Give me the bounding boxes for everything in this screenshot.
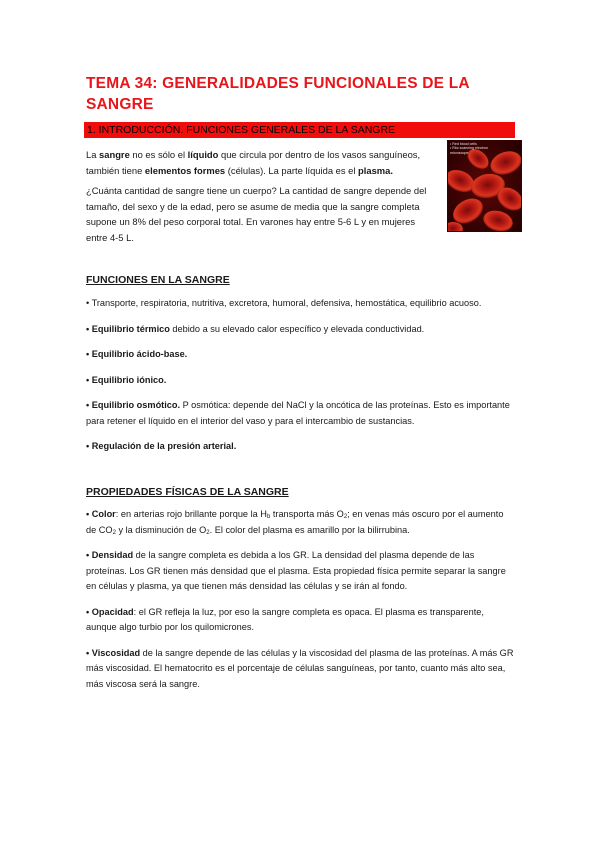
heading-propiedades: PROPIEDADES FÍSICAS DE LA SANGRE — [86, 486, 289, 498]
intro-paragraph-2: ¿Cuánta cantidad de sangre tiene un cuerpo? La cantidad de sangre depende del tamaño, del sexo y de la edad, pero se asume de media que la sangre completa supone un 8% del peso corporal total. En varones hay entre 5-6 L y en mujeres entre 4-5 L. — [86, 185, 427, 243]
list-item: • Transporte, respiratoria, nutritiva, excretora, humoral, defensiva, hemostática, equilibrio acuoso. — [86, 298, 482, 308]
title-line-2: SANGRE — [86, 96, 154, 113]
funciones-list — [86, 296, 516, 465]
red-blood-cells-image — [447, 140, 522, 232]
heading-funciones: FUNCIONES EN LA SANGRE — [86, 274, 230, 286]
list-item: • Equilibrio iónico. — [86, 374, 167, 385]
page-title — [86, 73, 526, 115]
list-item-opacidad: • Opacidad: el GR refleja la luz, por eso la sangre completa es opaca. El plasma es transparente, aunque algo turbio por los quilomicrones. — [86, 606, 484, 632]
title-line-1: TEMA 34: GENERALIDADES FUNCIONALES DE LA — [86, 75, 470, 92]
list-item: • Equilibrio ácido-base. — [86, 349, 188, 359]
list-item-densidad: • Densidad de la sangre completa es debida a los GR. La densidad del plasma depende de las proteínas. Los GR tienen más densidad que el plasma. Esta propiedad física permite separar la sangre en células y plasma, ya que tienen más densidad las células y se irán al fondo. — [86, 550, 506, 591]
section-heading-introduccion: 1. INTRODUCCIÓN. FUNCIONES GENERALES DE LA SANGRE — [84, 122, 515, 138]
list-item-color: • Color: en arterias rojo brillante porque la $H_b$ transporta más $O_2$; en venas más oscuro por el aumento de $CO_2$ y la disminución de $O_2$. El color del plasma es amarillo por la bilirrubina. — [86, 509, 504, 536]
intro-paragraph-1: La sangre no es sólo el líquido que circula por dentro de los vasos sanguíneos, también tiene elementos formes (células). La parte líquida es el plasma. — [86, 149, 421, 176]
image-caption: • Red blood cells • Rbc scanning electron microscope — [450, 142, 488, 155]
list-item: • Equilibrio osmótico. P osmótica: depende del NaCl y la oncótica de las proteínas. Esto es importante para retener el líquido en el interior del vaso y para el intercambio de sustancias. — [86, 400, 510, 426]
list-item: • Regulación de la presión arterial. — [86, 441, 237, 451]
list-item: • Equilibrio térmico debido a su elevado calor específico y elevada conductividad. — [86, 323, 425, 334]
propiedades-list — [86, 507, 516, 702]
list-item-viscosidad: • Viscosidad de la sangre depende de las células y la viscosidad del plasma de las proteínas. A más GR más viscosidad. El hematocrito es el porcentaje de células sanguíneas, por tanto, cuanto más alto sea, más viscosa será la sangre. — [86, 647, 514, 689]
